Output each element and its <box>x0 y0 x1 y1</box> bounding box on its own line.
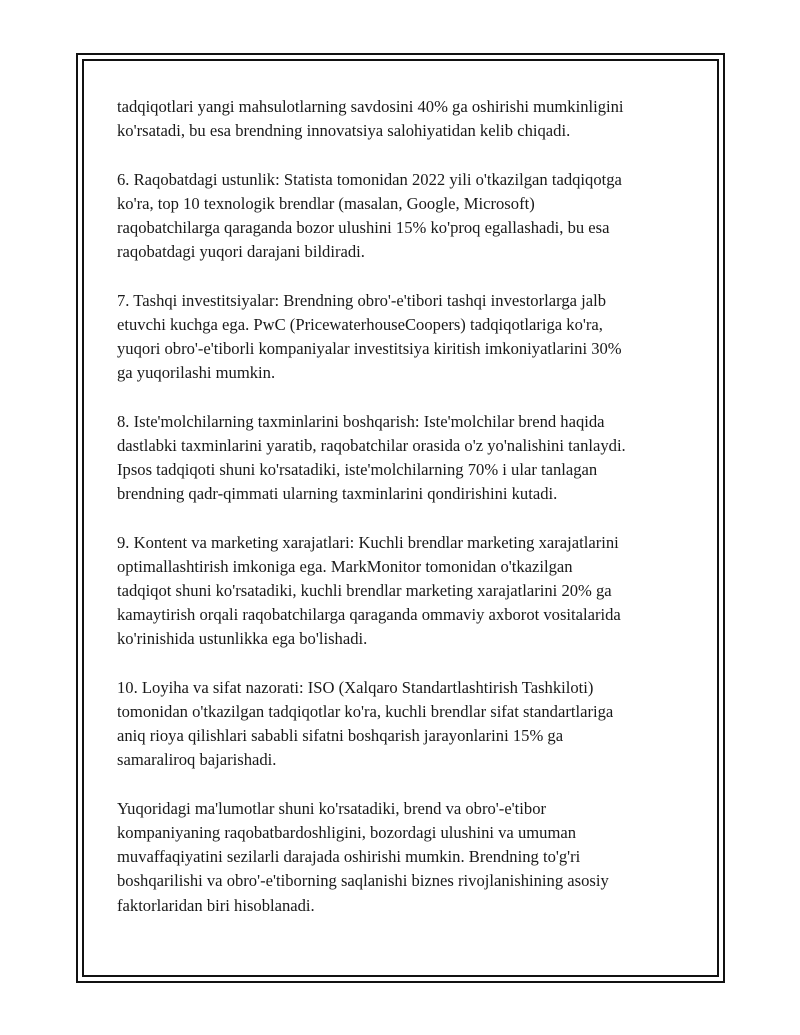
text-line: 7. Tashqi investitsiyalar: Brendning obro'-e'tibori tashqi investorlarga jalb <box>117 290 607 310</box>
text-line: kamaytirish orqali raqobatchilarga qaraganda ommaviy axborot vositalarida <box>117 605 621 625</box>
paragraph-item-7 <box>117 289 697 386</box>
text-line: aniq rioya qilishlari sababli sifatni boshqarish jarayonlarini 15% ga <box>117 726 564 746</box>
paragraph-item-6 <box>117 168 697 265</box>
text-line: etuvchi kuchga ega. PwC (PricewaterhouseCoopers) tadqiqotlariga ko'ra, <box>117 314 603 334</box>
paragraph-intro-continuation <box>117 95 697 143</box>
text-line: kompaniyaning raqobatbardoshligini, bozordagi ulushini va umuman <box>117 823 577 842</box>
text-line: raqobatdagi yuqori darajani bildiradi. <box>117 242 365 262</box>
text-line: samaraliroq bajarishadi. <box>117 750 277 770</box>
text-line: yuqori obro'-e'tiborli kompaniyalar investitsiya kiritish imkoniyatlarini 30% <box>117 339 622 358</box>
text-line: tadqiqot shuni ko'rsatadiki, kuchli brendlar marketing xarajatlarini 20% ga <box>117 581 612 600</box>
paragraph-item-10 <box>117 676 697 773</box>
document-body <box>117 95 697 942</box>
text-line: ko'ra, top 10 texnologik brendlar (masalan, Google, Microsoft) <box>117 193 535 213</box>
text-line: 6. Raqobatdagi ustunlik: Statista tomonidan 2022 yili o'tkazilgan tadqiqotga <box>117 169 622 189</box>
text-line: dastlabki taxminlarini yaratib, raqobatchilar orasida o'z yo'nalishini tanlaydi. <box>117 435 626 455</box>
paragraph-item-8 <box>117 410 697 507</box>
text-line: 10. Loyiha va sifat nazorati: ISO (Xalqaro Standartlashtirish Tashkiloti) <box>117 677 594 697</box>
text-line: ga yuqorilashi mumkin. <box>117 363 276 383</box>
text-line: ko'rinishida ustunlikka ega bo'lishadi. <box>117 629 368 649</box>
text-line: optimallashtirish imkoniga ega. MarkMonitor tomonidan o'tkazilgan <box>117 556 573 576</box>
text-line: faktorlaridan biri hisoblanadi. <box>117 895 315 915</box>
text-line: tadqiqotlari yangi mahsulotlarning savdosini 40% ga oshirishi mumkinligini <box>117 97 624 116</box>
text-line: Yuqoridagi ma'lumotlar shuni ko'rsatadiki, brend va obro'-e'tibor <box>117 798 547 818</box>
text-line: ko'rsatadi, bu esa brendning innovatsiya salohiyatidan kelib chiqadi. <box>117 121 571 141</box>
text-line: Ipsos tadqiqoti shuni ko'rsatadiki, iste'molchilarning 70% i ular tanlagan <box>117 460 598 479</box>
text-line: raqobatchilarga qaraganda bozor ulushini 15% ko'proq egallashadi, bu esa <box>117 218 610 237</box>
text-line: brendning qadr-qimmati ularning taxminlarini qondirishini kutadi. <box>117 484 558 504</box>
text-line: 8. Iste'molchilarning taxminlarini boshqarish: Iste'molchilar brend haqida <box>117 411 605 431</box>
paragraph-item-9 <box>117 531 697 652</box>
paragraph-conclusion <box>117 797 697 918</box>
text-line: tomonidan o'tkazilgan tadqiqotlar ko'ra, kuchli brendlar sifat standartlariga <box>117 702 614 721</box>
text-line: 9. Kontent va marketing xarajatlari: Kuchli brendlar marketing xarajatlarini <box>117 532 619 552</box>
text-line: muvaffaqiyatini sezilarli darajada oshirishi mumkin. Brendning to'g'ri <box>117 847 581 867</box>
text-line: boshqarilishi va obro'-e'tiborning saqlanishi biznes rivojlanishining asosiy <box>117 871 609 891</box>
